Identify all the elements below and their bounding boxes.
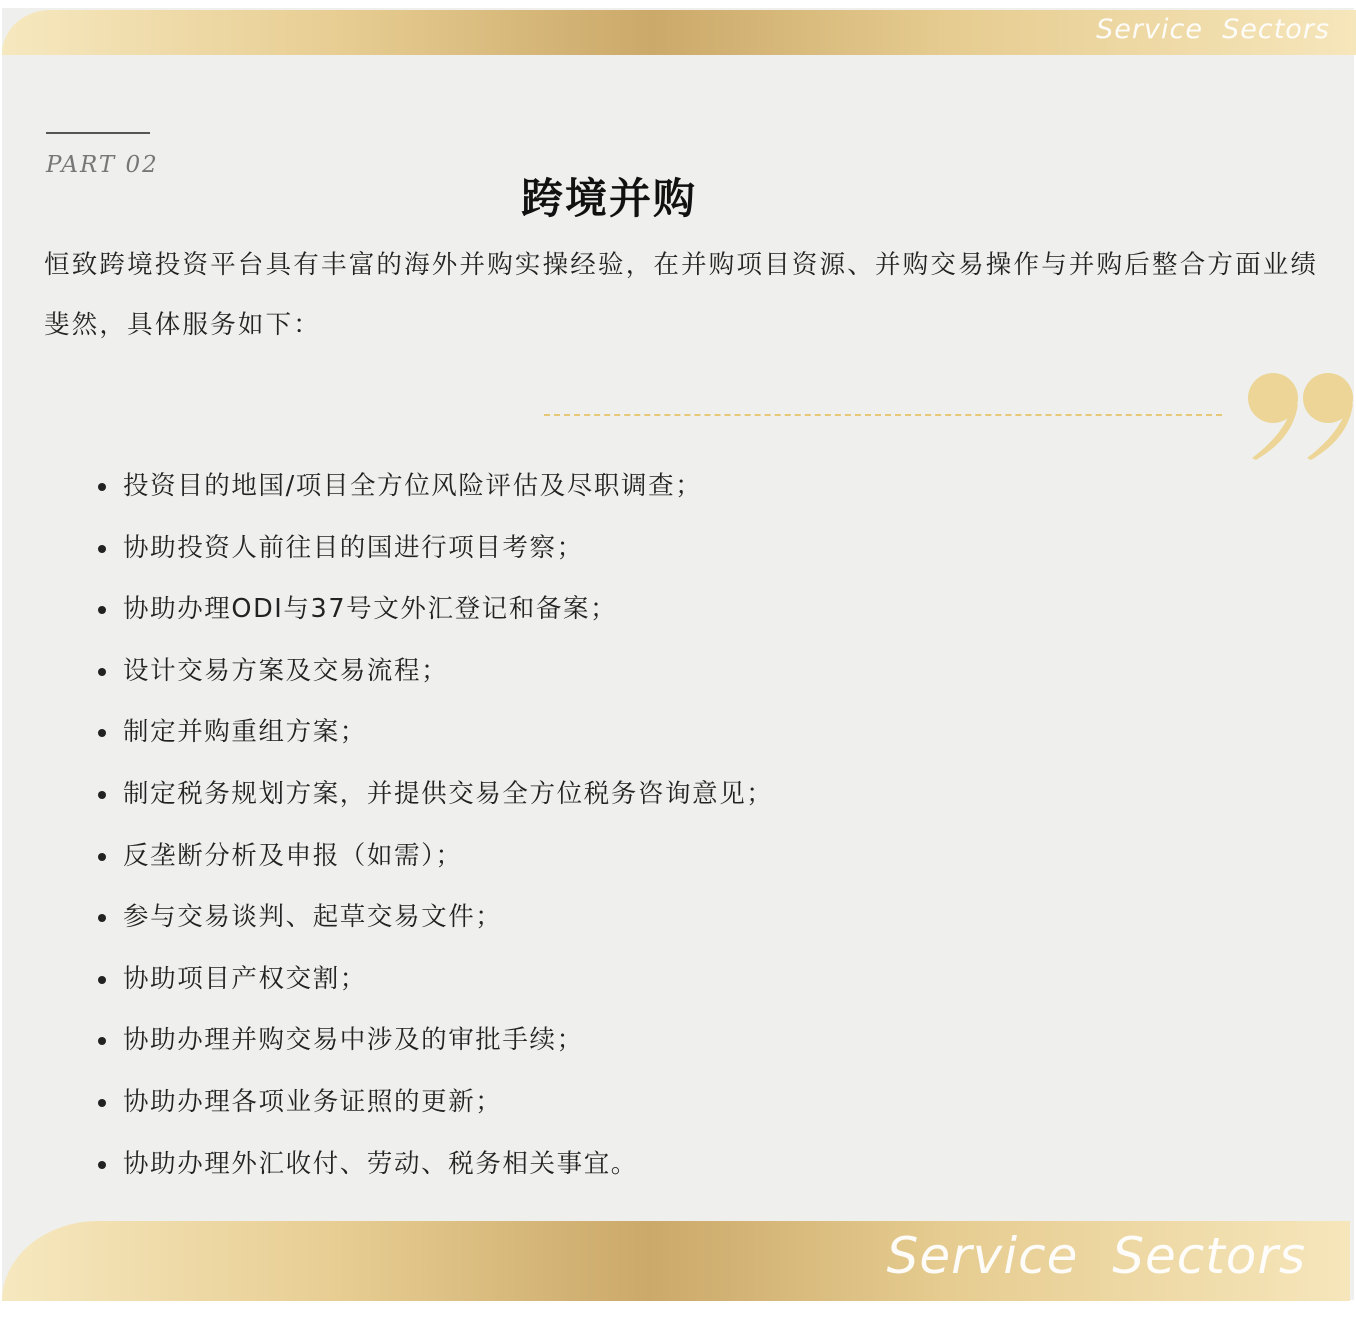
bullet-icon <box>98 791 106 799</box>
list-item-text: 投资目的地国/项目全方位风险评估及尽职调查； <box>123 471 703 501</box>
section-title: 跨境并购 <box>520 174 697 223</box>
list-item <box>96 456 773 518</box>
part-divider <box>46 132 150 134</box>
list-item-text: 制定并购重组方案； <box>123 717 367 748</box>
intro-paragraph: 恒致跨境投资平台具有丰富的海外并购实操经验，在并购项目资源、并购交易操作与并购后整合方面业绩斐然，具体服务如下： <box>44 250 1319 340</box>
list-item <box>96 826 773 888</box>
top-banner-text: Service Sectors <box>1096 14 1330 45</box>
list-item <box>96 764 773 826</box>
list-item <box>96 1010 773 1072</box>
list-item <box>96 579 773 641</box>
bullet-icon <box>98 1161 106 1169</box>
list-item-text: 协助项目产权交割； <box>123 963 367 994</box>
bullet-icon <box>98 976 106 984</box>
list-item <box>96 887 773 949</box>
list-item <box>96 1134 773 1196</box>
bullet-icon <box>98 1099 106 1107</box>
list-item <box>96 949 773 1011</box>
bullet-icon <box>98 729 106 737</box>
list-item <box>96 518 773 580</box>
bullet-icon <box>98 606 106 614</box>
bottom-banner-text: Service Sectors <box>886 1227 1306 1285</box>
list-item-text: 参与交易谈判、起草交易文件； <box>123 902 503 933</box>
list-item-text: 反垄断分析及申报（如需）； <box>123 840 463 871</box>
list-item <box>96 702 773 764</box>
part-label: PART 02 <box>46 152 159 178</box>
bullet-icon <box>98 1037 106 1045</box>
bullet-icon <box>98 545 106 553</box>
list-item-text: 制定税务规划方案，并提供交易全方位税务咨询意见； <box>123 778 774 809</box>
bullet-icon <box>98 914 106 922</box>
list-item-text: 协助办理并购交易中涉及的审批手续； <box>123 1025 584 1056</box>
bottom-banner <box>2 1221 1350 1301</box>
list-item <box>96 1072 773 1134</box>
bullet-icon <box>98 483 106 491</box>
bullet-icon <box>98 853 106 861</box>
list-item-text: 协助投资人前往目的国进行项目考察； <box>123 532 584 563</box>
top-banner <box>2 10 1356 55</box>
closing-quote-icon <box>1240 368 1356 462</box>
service-list <box>96 456 773 1195</box>
dashed-divider <box>544 414 1222 416</box>
list-item-text: 协助办理各项业务证照的更新； <box>123 1086 503 1117</box>
list-item-text: 协助办理外汇收付、劳动、税务相关事宜。 <box>123 1148 638 1179</box>
bullet-icon <box>98 668 106 676</box>
list-item-text: 协助办理ODI与37号文外汇登记和备案； <box>123 594 618 625</box>
list-item-text: 设计交易方案及交易流程； <box>123 655 449 686</box>
list-item <box>96 641 773 703</box>
